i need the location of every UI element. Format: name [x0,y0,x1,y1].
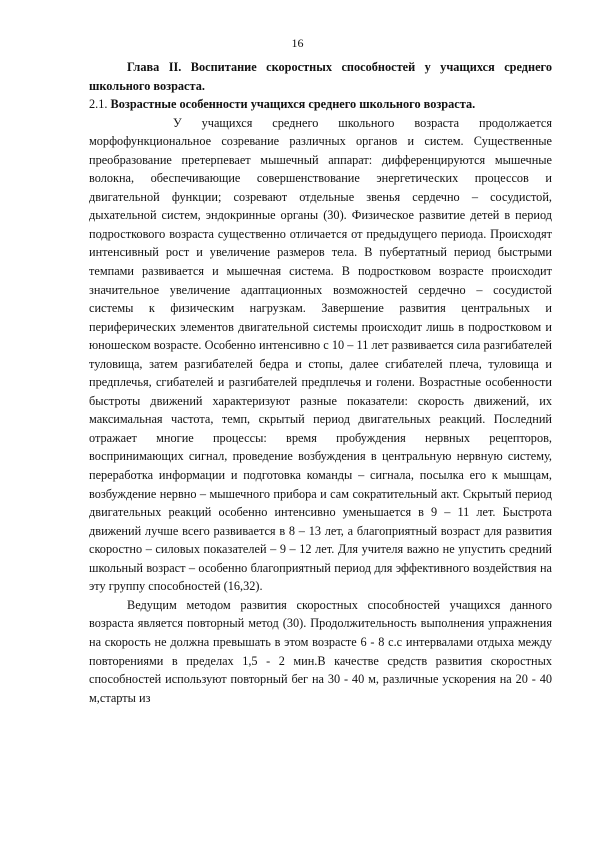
section-title: Возрастные особенности учащихся среднего школьного возраста. [110,97,476,112]
chapter-title: Глава II. Воспитание скоростных способностей у учащихся среднего школьного возраста. [89,60,552,93]
page-number: 16 [291,36,304,50]
page-content [89,58,552,707]
section-number: 2.1. [89,97,108,112]
section-heading [89,95,552,114]
body-paragraph-2: Ведущим методом развития скоростных способностей учащихся данного возраста является повторный метод (30). Продолжительность выполнения упражнения на скорость не должна превышать в этом возрасте 6 - 8 с.с интервалами отдыха между повторениями в пределах 1,5 - 2 мин.В качестве средств развития скоростных способностей используют повторный бег на 30 - 40 м, различные ускорения на 20 - 40 м,старты из [89,597,552,705]
body-paragraph-1: У учащихся среднего школьного возраста продолжается морфофункциональное созревание различных органов и систем. Существенные преобразование претерпевает мышечный аппарат: дифференцируются мышечные волокна, обеспечивающие совершенствование энергетических процессов и двигательной функции; созревают отдельные звенья сердечно – сосудистой, дыхательной систем, эндокринные органы (30). Физическое развитие детей в период подросткового возраста существенно отличается от предыдущего периода. Происходят интенсивный рост и увеличение размеров тела. В пубертатный период быстрыми темпами развивается и мышечная система. В подростковом возрасте происходит значительное увеличение адаптационных возможностей сердечно – сосудистой системы к физическим нагрузкам. Завершение развития центральных и периферических элементов двигательной системы происходит лишь в подростковом и юношеском возрасте. Особенно интенсивно с 10 – 11 лет развивается сила разгибателей туловища, затем разгибателей бедра и стопы, далее сгибателей плеча, туловища и предплечья, сгибателей и разгибателей предплечья и голени. Возрастные особенности быстроты движений характеризуют разные показатели: скорость движений, их максимальная частота, темп, скрытый период двигательных реакций. Последний отражает многие процессы: время пробуждения нервных рецепторов, воспринимающих сигнал, проведение возбуждения в центральную нервную систему, переработка информации и подготовка команды – сигнала, посылка его к мышцам, возбуждение нервно – мышечного прибора и сам сократительный акт. Скрытый период двигательных реакций особенно интенсивно уменьшается в 9 – 11 лет. Быстрота движений лучше всего развивается в 8 – 13 лет, а благоприятный возраст для развития скоростно – силовых показателей – 9 – 12 лет. Для учителя важно не упустить средний школьный возраст – особенно благоприятный период для эффективного воздействия на эту группу способностей (16,32). [89,115,552,594]
